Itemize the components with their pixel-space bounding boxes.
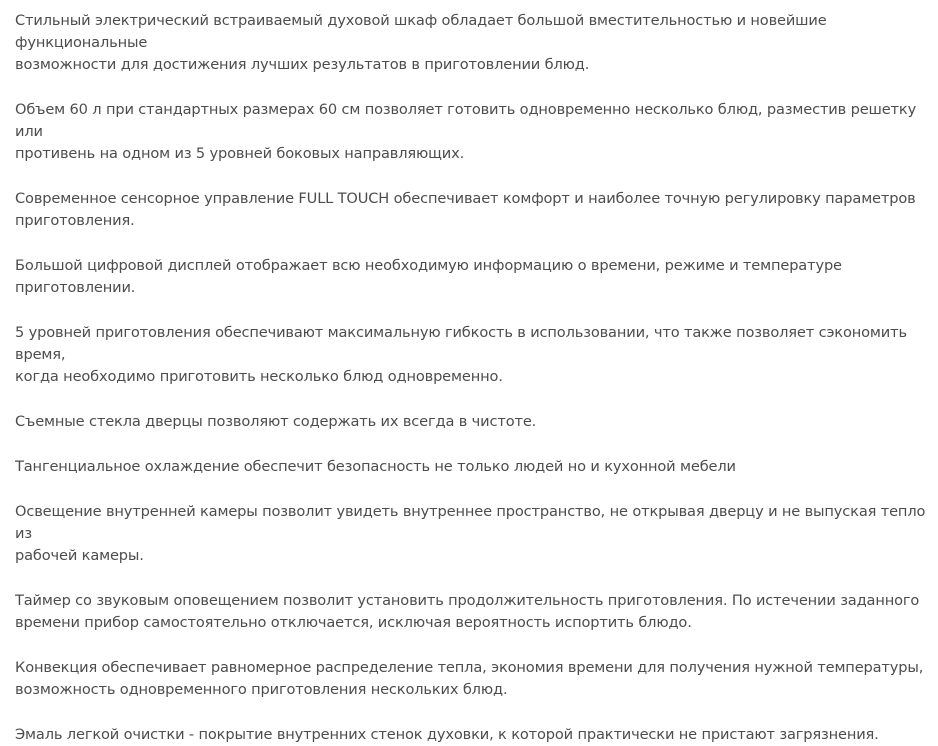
paragraph-capacity-intro: Стильный электрический встраиваемый духовой шкаф обладает большой вместительностью и новейшие функциональные возможности для достижения лучших результатов в приготовлении блюд. (15, 12, 827, 73)
paragraph-door-glass: Съемные стекла дверцы позволяют содержать их всегда в чистоте. (15, 413, 537, 430)
paragraph-levels: 5 уровней приготовления обеспечивают максимальную гибкость в использовании, что также позволяет сэкономить время, когда необходимо приготовить несколько блюд одновременно. (15, 324, 907, 385)
paragraph-volume: Объем 60 л при стандартных размерах 60 см позволяет готовить одновременно несколько блюд, разместив решетку или противень на одном из 5 уровней боковых направляющих. (15, 101, 917, 162)
paragraph-lighting: Освещение внутренней камеры позволит увидеть внутреннее пространство, не открывая дверцу и не выпуская тепло из рабочей камеры. (15, 503, 926, 564)
paragraph-timer: Таймер со звуковым оповещением позволит установить продолжительность приготовления. По истечении заданного времени прибор самостоятельно отключается, исключая вероятность испортить блюдо. (15, 592, 920, 631)
paragraph-cooling: Тангенциальное охлаждение обеспечит безопасность не только людей но и кухонной мебели (15, 458, 736, 475)
paragraph-display: Большой цифровой дисплей отображает всю необходимую информацию о времени, режиме и температуре приготовлении. (15, 257, 842, 296)
paragraph-touch-control: Современное сенсорное управление FULL TOUCH обеспечивает комфорт и наиболее точную регулировку параметров приготовления. (15, 190, 916, 229)
paragraph-enamel: Эмаль легкой очистки - покрытие внутренних стенок духовки, к которой практически не пристают загрязнения. (15, 726, 879, 743)
paragraph-convection: Конвекция обеспечивает равномерное распределение тепла, экономия времени для получения нужной температуры, возможность одновременного приготовления нескольких блюд. (15, 659, 924, 698)
